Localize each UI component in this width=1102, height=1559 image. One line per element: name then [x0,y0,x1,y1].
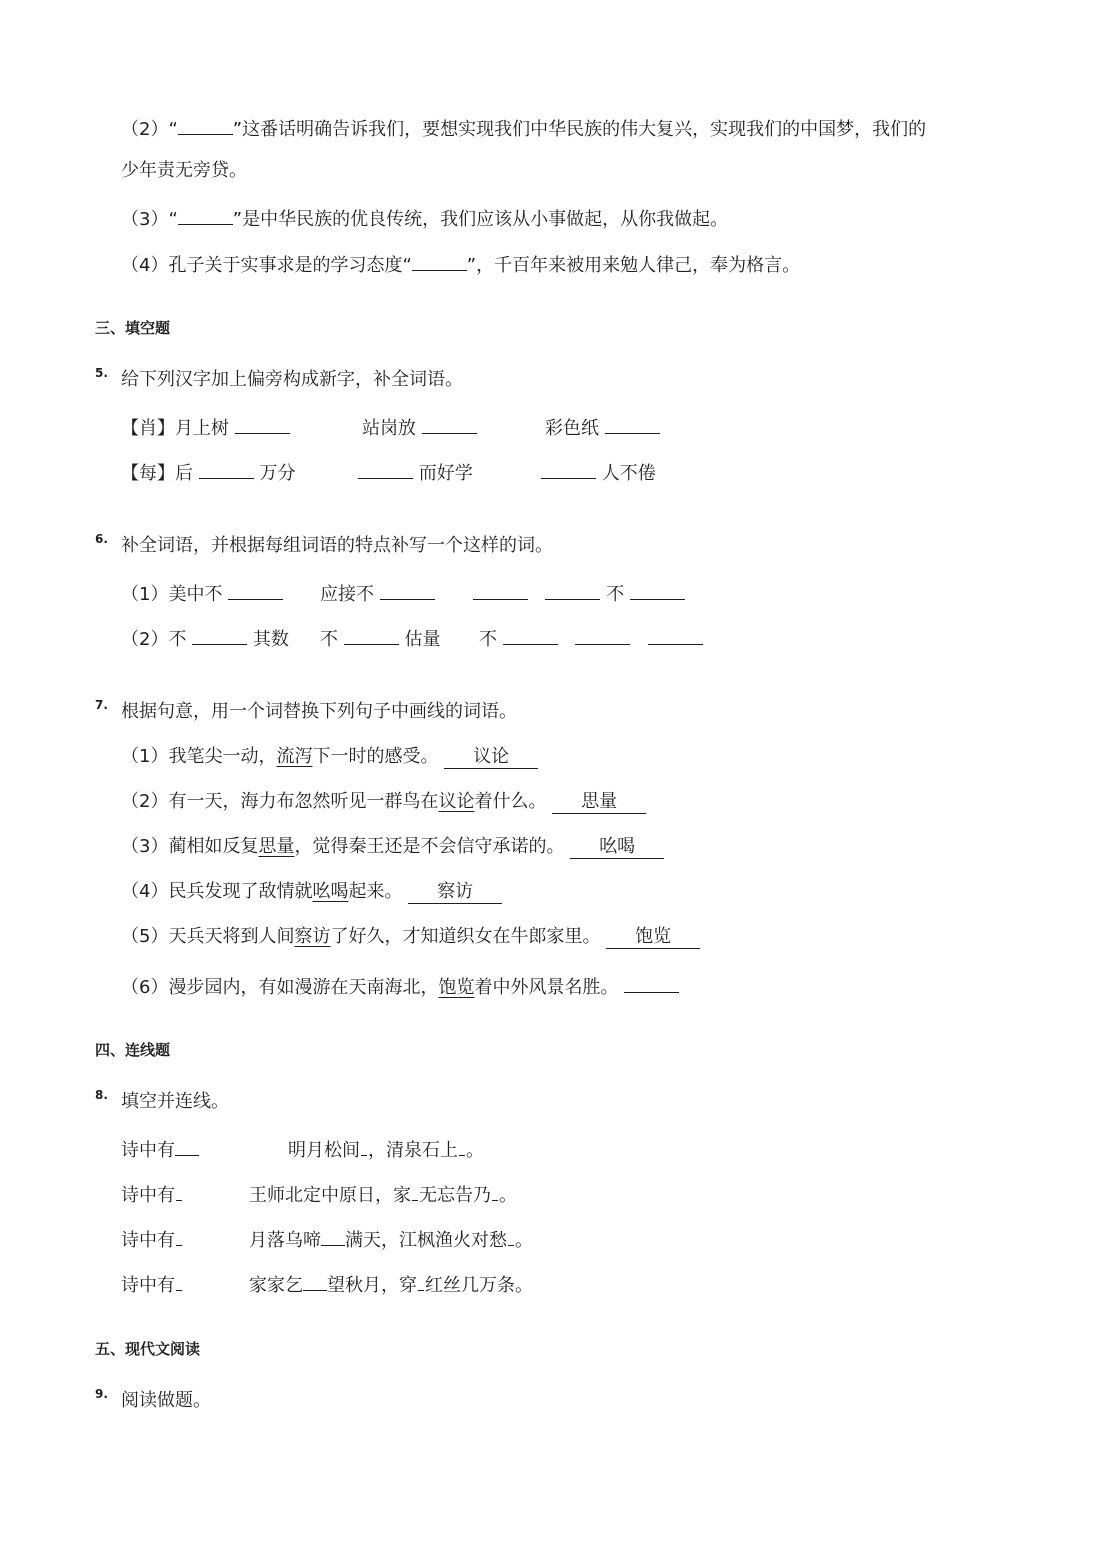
question-number: 5. [95,366,108,380]
answer-field[interactable] [624,970,679,993]
section-title: 三、填空题 [95,319,171,337]
question-prompt: 补全词语，并根据每组词语的特点补写一个这样的词。 [121,535,553,556]
q8-left-4: 诗中有 [121,1270,183,1298]
answer-field[interactable]: 吆喝 [570,836,664,859]
q8-left-3: 诗中有 [121,1225,183,1253]
answer-blank[interactable] [176,1270,182,1291]
section-title: 四、连线题 [95,1041,171,1059]
question-number: 8. [95,1088,108,1102]
q5-row-2c: 人不倦 [541,458,656,486]
q5-row-1: 【肖】月上树 [121,413,290,441]
answer-blank[interactable] [508,1225,514,1246]
answer-blank[interactable] [575,624,630,645]
answer-blank[interactable] [321,1225,345,1246]
q7-item: （5）天兵天将到人间察访了好久，才知道织女在牛郎家里。 饱览 [121,925,700,949]
answer-blank[interactable] [503,624,558,645]
answer-blank[interactable] [192,624,247,645]
answer-blank[interactable] [545,579,600,600]
answer-blank[interactable] [235,413,290,434]
answer-blank[interactable] [459,1135,465,1156]
question-number: 6. [95,532,108,546]
q4-line-2-cont: 少年责无旁贷。 [121,160,247,181]
answer-field[interactable]: 察访 [408,881,502,904]
question-number: 9. [95,1387,108,1401]
answer-blank[interactable] [492,1180,498,1201]
q7-item: （4）民兵发现了敌情就吆喝起来。 察访 [121,880,502,904]
q7-item: （3）蔺相如反复思量，觉得秦王还是不会信守承诺的。 吆喝 [121,835,664,859]
question-number: 7. [95,698,108,712]
answer-blank[interactable] [361,1135,367,1156]
answer-blank[interactable] [380,579,435,600]
answer-blank[interactable] [418,1270,424,1291]
answer-blank[interactable] [176,1180,182,1201]
q7-item: （6）漫步园内，有如漫游在天南海北，饱览着中外风景名胜。 [121,970,679,1000]
answer-blank[interactable] [648,624,703,645]
answer-blank[interactable] [199,458,254,479]
answer-blank[interactable] [412,250,467,271]
q8-right-3: 月落乌啼 满天，江枫渔火对愁 。 [249,1225,533,1253]
question-prompt: 阅读做题。 [121,1390,211,1411]
q8-left-2: 诗中有 [121,1180,183,1208]
answer-blank[interactable] [473,579,528,600]
q8-right-4: 家家乞 望秋月，穿 红丝几万条。 [249,1270,533,1298]
q6-row-1: （1）美中不 [121,579,283,607]
q7-item: （1）我笔尖一动，流泻下一时的感受。 议论 [121,745,538,769]
answer-blank[interactable] [605,413,660,434]
answer-blank[interactable] [358,458,413,479]
q5-row-1b: 站岗放 [362,413,477,441]
q5-row-2: 【每】后 万分 [121,458,295,486]
answer-blank[interactable] [344,624,399,645]
answer-blank[interactable] [422,413,477,434]
q7-item: （2）有一天，海力布忽然听见一群鸟在议论着什么。 思量 [121,790,646,814]
section-title: 五、现代文阅读 [95,1340,201,1358]
q5-row-2b: 而好学 [358,458,473,486]
answer-blank[interactable] [176,1225,182,1246]
question-prompt: 填空并连线。 [121,1091,229,1112]
q4-line-2: （2）“ ”这番话明确告诉我们，要想实现我们中华民族的伟大复兴，实现我们的中国梦，我们的 [121,114,926,142]
q5-row-1c: 彩色纸 [545,413,660,441]
q8-left-1: 诗中有 [121,1135,199,1163]
q6-row-1b: 应接不 [320,579,435,607]
answer-field[interactable]: 议论 [444,746,538,769]
q8-right-1: 明月松间 ，清泉石上 。 [288,1135,484,1163]
answer-blank[interactable] [228,579,283,600]
answer-blank[interactable] [175,1135,199,1156]
answer-blank[interactable] [541,458,596,479]
answer-field[interactable]: 饱览 [606,926,700,949]
question-prompt: 给下列汉字加上偏旁构成新字，补全词语。 [121,369,463,390]
answer-blank[interactable] [178,204,233,225]
q6-row-1c: 不 [473,579,685,607]
q8-right-2: 王师北定中原日，家 无忘告乃 。 [249,1180,517,1208]
q6-row-2: （2）不 其数 [121,624,289,652]
answer-blank[interactable] [630,579,685,600]
answer-field[interactable]: 思量 [552,791,646,814]
answer-blank[interactable] [178,114,233,135]
q6-row-2b: 不 估量 [320,624,440,652]
answer-blank[interactable] [303,1270,327,1291]
q4-line-4: （4）孔子关于实事求是的学习态度“ ”，千百年来被用来勉人律己，奉为格言。 [121,250,800,278]
q4-line-3: （3）“ ”是中华民族的优良传统，我们应该从小事做起，从你我做起。 [121,204,728,232]
question-prompt: 根据句意，用一个词替换下列句子中画线的词语。 [121,701,517,722]
q6-row-2c: 不 [479,624,703,652]
answer-blank[interactable] [412,1180,418,1201]
